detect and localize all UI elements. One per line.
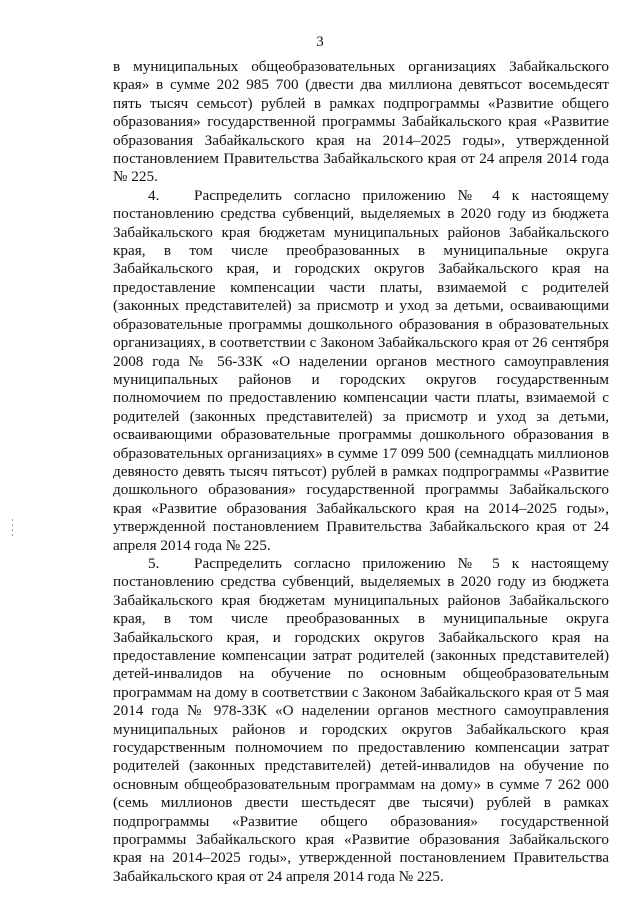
paragraph-continuation: в муниципальных общеобразовательных организациях Забайкальского края» в сумме 202 985 700 (двести два миллиона девятьсот восемьдесят пять тысяч семьсот) рублей в рамках подпрограммы «Развитие общего образования» государственной программы Забайкальского края «Развитие образования Забайкальского края на 2014–2025 годы», утвержденной постановлением Правительства Забайкальского края от 24 апреля 2014 года № 225. bbox=[113, 58, 609, 186]
item-number-4: 4. bbox=[148, 186, 160, 204]
page-number: 3 bbox=[316, 34, 324, 50]
paragraph-item-4 bbox=[113, 187, 609, 555]
item-text-4: Распределить согласно приложению № 4 к настоящему постановлению средства субвенций, выделяемых в 2020 году из бюджета Забайкальского края бюджетам муниципальных районов Забайкальского края, в том числе преобразованных в муниципальные округа Забайкальского края, и городских округов Забайкальского края на предоставление компенсации части платы, взимаемой с родителей (законных представителей) за присмотр и уход за детьми, осваивающими образовательные программы дошкольного образования в образовательных организациях, в соответствии с Законом Забайкальского края от 26 сентября 2008 года № 56-ЗЗК «О наделении органов местного самоуправления муниципальных районов и городских округов государственным полномочием по предоставлению компенсации части платы, взимаемой с родителей (законных представителей) за присмотр и уход за детьми, осваивающими образовательные программы дошкольного образования в образовательных организациях» в сумме 17 099 500 (семнадцать миллионов девяносто девять тысяч пятьсот) рублей в рамках подпрограммы «Развитие дошкольного образования» государственной программы Забайкальского края «Развитие образования Забайкальского края на 2014–2025 годы», утвержденной постановлением Правительства Забайкальского края от 24 апреля 2014 года № 225. bbox=[113, 186, 609, 554]
document-body bbox=[113, 58, 609, 886]
item-number-5: 5. bbox=[148, 554, 160, 572]
margin-scan-mark bbox=[12, 516, 14, 542]
paragraph-item-5 bbox=[113, 555, 609, 886]
item-text-5: Распределить согласно приложению № 5 к настоящему постановлению средства субвенций, выделяемых в 2020 году из бюджета Забайкальского края бюджетам муниципальных районов Забайкальского края, в том числе преобразованных в муниципальные округа Забайкальского края, и городских округов Забайкальского края на предоставление компенсации затрат родителей (законных представителей) детей-инвалидов на обучение по основным общеобразовательным программам на дому в соответствии с Законом Забайкальского края от 5 мая 2014 года № 978-ЗЗК «О наделении органов местного самоуправления муниципальных районов и городских округов Забайкальского края государственным полномочием по предоставлению компенсации затрат родителей (законных представителей) детей-инвалидов на обучение по основным общеобразовательным программам на дому» в сумме 7 262 000 (семь миллионов двести шестьдесят две тысячи) рублей в рамках подпрограммы «Развитие общего образования» государственной программы Забайкальского края «Развитие образования Забайкальского края на 2014–2025 годы», утвержденной постановлением Правительства Забайкальского края от 24 апреля 2014 года № 225. bbox=[113, 554, 609, 885]
